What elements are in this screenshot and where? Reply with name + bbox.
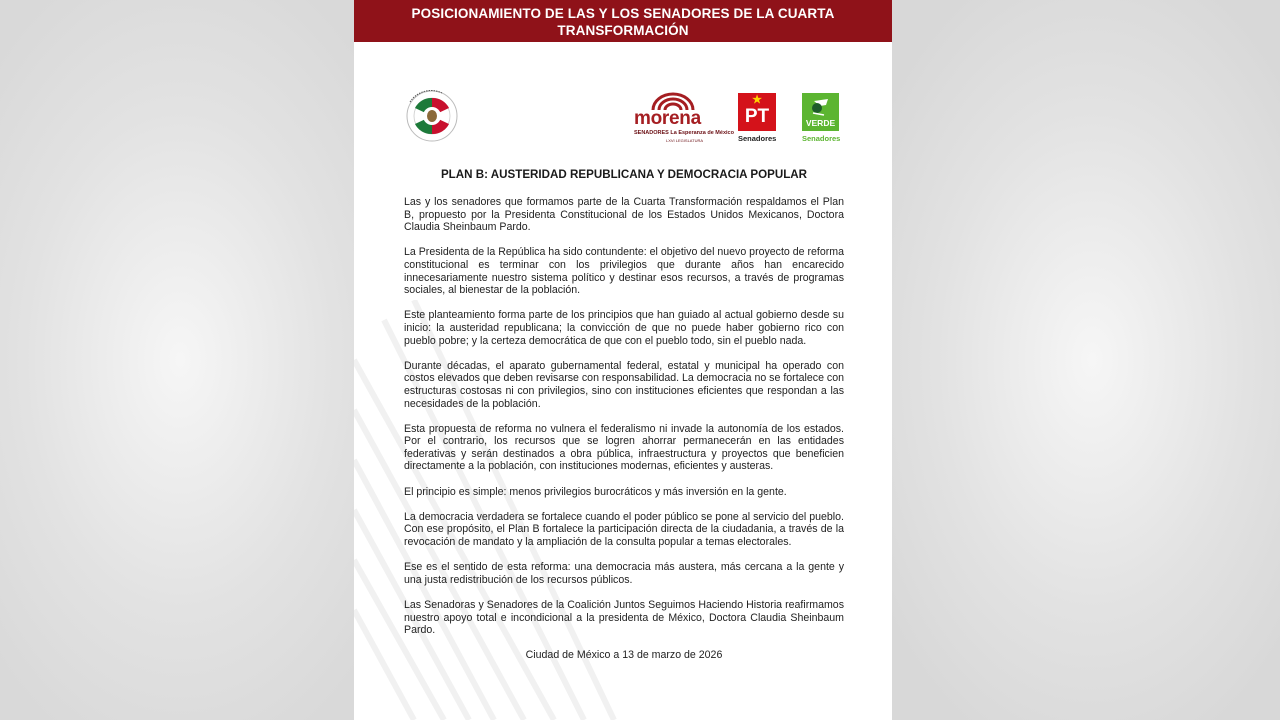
document-body bbox=[404, 168, 844, 662]
verde-mark bbox=[802, 93, 839, 131]
toucan-icon bbox=[810, 97, 832, 117]
paragraph: Ese es el sentido de esta reforma: una democracia más austera, más cercana a la gente y una justa redistribución de los recursos públicos. bbox=[404, 561, 844, 586]
star-icon: ★ bbox=[752, 94, 762, 106]
paragraph: Este planteamiento forma parte de los principios que han guiado al actual gobierno desde su inicio: la austeridad republicana; la convicción de que no puede haber gobierno rico con pueblo pobre; y la certeza democrática de que con el pueblo todo, sin el pueblo nada. bbox=[404, 309, 844, 347]
pt-logo bbox=[738, 93, 778, 145]
paragraph: Esta propuesta de reforma no vulnera el federalismo ni invade la autonomía de los estados. Por el contrario, los recursos que se logren ahorrar permanecerán en las entidades federativas y serán destinados a obra pública, infraestructura y proyectos que beneficien directamente a la población, con instituciones modernas, eficientes y austeras. bbox=[404, 422, 844, 473]
header-line-2: TRANSFORMACIÓN bbox=[557, 23, 689, 38]
header-banner bbox=[354, 0, 892, 42]
paragraph: Durante décadas, el aparato gubernamental federal, estatal y municipal ha operado con costos elevados que deben revisarse con responsabilidad. La democracia no se fortalece con estructuras costosas ni con privilegios, sino con instituciones eficientes que respondan a las necesidades de la población. bbox=[404, 359, 844, 410]
pt-mark-text: PT bbox=[744, 106, 770, 127]
press-release-page bbox=[354, 0, 892, 720]
morena-legislature: LXVI LEGISLATURA bbox=[666, 138, 704, 143]
paragraph: Las Senadoras y Senadores de la Coalición Juntos Seguimos Haciendo Historia reafirmamos nuestro apoyo total e incondicional a la presidenta de México, Doctora Claudia Sheinbaum Pardo. bbox=[404, 599, 844, 637]
verde-label: Senadores bbox=[802, 134, 841, 143]
place-and-date: Ciudad de México a 13 de marzo de 2026 bbox=[525, 649, 723, 662]
paragraph: La democracia verdadera se fortalece cuando el poder público se pone al servicio del pueblo. Con ese propósito, el Plan B fortalece la participación directa de la ciudadania, a través de la revocación de mandato y la ampliación de la consulta popular a temas electorales. bbox=[404, 510, 844, 549]
document-title: PLAN B: AUSTERIDAD REPUBLICANA Y DEMOCRACIA POPULAR bbox=[440, 168, 808, 181]
paragraph: La Presidenta de la República ha sido contundente: el objetivo del nuevo proyecto de reforma constitucional es terminar con los privilegios que durante años han encarecido innecesariamente nuestro sistema político y destinar esos recursos, a través de programas sociales, al bienestar de la población. bbox=[404, 246, 844, 297]
morena-logo bbox=[632, 92, 734, 144]
pt-label: Senadores bbox=[738, 134, 777, 143]
paragraph: El principio es simple: menos privilegios burocráticos y más inversión en la gente. bbox=[404, 485, 787, 498]
verde-mark-text: VERDE bbox=[805, 118, 836, 128]
verde-logo bbox=[802, 93, 840, 145]
morena-wordmark: morena bbox=[634, 108, 701, 129]
morena-subtitle: SENADORES La Esperanza de México bbox=[634, 130, 734, 136]
logo-row bbox=[354, 88, 892, 148]
header-line-1: POSICIONAMIENTO DE LAS Y LOS SENADORES DE LA CUARTA bbox=[411, 6, 835, 21]
senado-seal-icon bbox=[402, 88, 462, 144]
background-right bbox=[892, 0, 1280, 720]
paragraph: Las y los senadores que formamos parte de la Cuarta Transformación respaldamos el Plan B, propuesto por la Presidenta Constitucional de los Estados Unidos Mexicanos, Doctora Claudia Sheinbaum Pardo. bbox=[404, 196, 844, 234]
pt-mark bbox=[738, 93, 776, 131]
